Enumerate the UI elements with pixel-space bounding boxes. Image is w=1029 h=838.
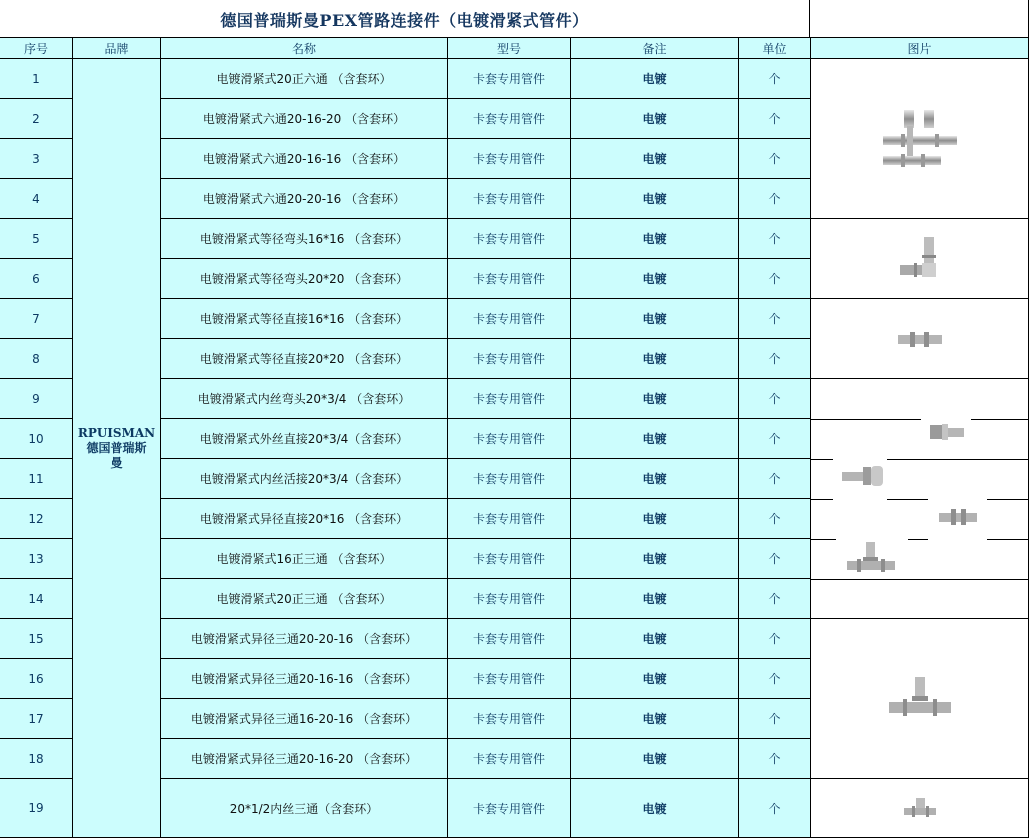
model-cell[interactable]: 卡套专用管件	[448, 299, 571, 339]
note-cell[interactable]: 电镀	[571, 619, 739, 659]
unit-cell[interactable]: 个	[739, 219, 811, 259]
unit-cell[interactable]: 个	[739, 99, 811, 139]
seq-cell[interactable]: 19	[0, 779, 73, 838]
image-cell-female-tee[interactable]	[811, 779, 1029, 838]
brand-chinese-2: 曼	[110, 455, 123, 470]
name-cell[interactable]: 电镀滑紧式六通20-20-16 （含套环）	[161, 179, 448, 219]
unit-cell[interactable]: 个	[739, 299, 811, 339]
unit-cell[interactable]: 个	[739, 779, 811, 838]
unit-cell[interactable]: 个	[739, 539, 811, 579]
name-cell[interactable]: 电镀滑紧式六通20-16-20 （含套环）	[161, 99, 448, 139]
unit-cell[interactable]: 个	[739, 619, 811, 659]
sheet-title[interactable]: 德国普瑞斯曼PEX管路连接件（电镀滑紧式管件）	[0, 0, 810, 38]
model-cell[interactable]: 卡套专用管件	[448, 499, 571, 539]
model-cell[interactable]: 卡套专用管件	[448, 139, 571, 179]
seq-cell[interactable]: 14	[0, 579, 73, 619]
female-thread-tee-icon	[902, 797, 938, 819]
model-cell[interactable]: 卡套专用管件	[448, 99, 571, 139]
note-cell[interactable]: 电镀	[571, 259, 739, 299]
seq-cell[interactable]: 7	[0, 299, 73, 339]
model-cell[interactable]: 卡套专用管件	[448, 459, 571, 499]
brand-english: RPUISMAN	[77, 425, 156, 440]
name-cell[interactable]: 电镀滑紧式20正六通 （含套环）	[161, 59, 448, 99]
name-cell[interactable]: 电镀滑紧式等径直接20*20 （含套环）	[161, 339, 448, 379]
note-cell[interactable]: 电镀	[571, 459, 739, 499]
unit-cell[interactable]: 个	[739, 139, 811, 179]
seq-cell[interactable]: 2	[0, 99, 73, 139]
seq-cell[interactable]: 13	[0, 539, 73, 579]
image-cell-reducing-tee[interactable]	[811, 619, 1029, 779]
note-cell[interactable]: 电镀	[571, 659, 739, 699]
name-cell[interactable]: 电镀滑紧式20正三通 （含套环）	[161, 579, 448, 619]
title-blank-cell[interactable]	[810, 0, 1029, 38]
seq-cell[interactable]: 4	[0, 179, 73, 219]
note-cell[interactable]: 电镀	[571, 579, 739, 619]
model-cell[interactable]: 卡套专用管件	[448, 619, 571, 659]
note-cell[interactable]: 电镀	[571, 379, 739, 419]
model-cell[interactable]: 卡套专用管件	[448, 419, 571, 459]
note-cell[interactable]: 电镀	[571, 299, 739, 339]
brand-chinese-1: 德国普瑞斯	[86, 440, 147, 455]
model-cell[interactable]: 卡套专用管件	[448, 659, 571, 699]
note-cell[interactable]: 电镀	[571, 99, 739, 139]
note-cell[interactable]: 电镀	[571, 139, 739, 179]
model-cell[interactable]: 卡套专用管件	[448, 779, 571, 838]
seq-cell[interactable]: 9	[0, 379, 73, 419]
note-cell[interactable]: 电镀	[571, 539, 739, 579]
header-seq[interactable]: 序号	[0, 38, 73, 59]
name-cell[interactable]: 电镀滑紧式异径三通20-16-20 （含套环）	[161, 739, 448, 779]
unit-cell[interactable]: 个	[739, 459, 811, 499]
name-cell[interactable]: 电镀滑紧式内丝活接20*3/4（含套环）	[161, 459, 448, 499]
seq-cell[interactable]: 18	[0, 739, 73, 779]
unit-cell[interactable]: 个	[739, 419, 811, 459]
grid-line	[811, 499, 833, 500]
seq-cell[interactable]: 6	[0, 259, 73, 299]
unit-cell[interactable]: 个	[739, 659, 811, 699]
image-cell-straight[interactable]	[811, 299, 1029, 379]
seq-cell[interactable]: 10	[0, 419, 73, 459]
grid-line	[987, 499, 1029, 500]
model-cell[interactable]: 卡套专用管件	[448, 59, 571, 99]
note-cell[interactable]: 电镀	[571, 59, 739, 99]
seq-cell[interactable]: 1	[0, 59, 73, 99]
six-way-fitting-icon	[879, 108, 961, 170]
header-image[interactable]: 图片	[811, 38, 1029, 59]
name-cell[interactable]: 电镀滑紧式异径直接20*16 （含套环）	[161, 499, 448, 539]
header-brand[interactable]: 品牌	[73, 38, 161, 59]
header-name[interactable]: 名称	[161, 38, 448, 59]
name-cell[interactable]: 电镀滑紧式等径直接16*16 （含套环）	[161, 299, 448, 339]
model-cell[interactable]: 卡套专用管件	[448, 739, 571, 779]
name-cell[interactable]: 电镀滑紧式异径三通16-20-16 （含套环）	[161, 699, 448, 739]
unit-cell[interactable]: 个	[739, 259, 811, 299]
name-cell[interactable]: 电镀滑紧式异径三通20-20-16 （含套环）	[161, 619, 448, 659]
unit-cell[interactable]: 个	[739, 339, 811, 379]
image-cell-elbow[interactable]	[811, 219, 1029, 299]
note-cell[interactable]: 电镀	[571, 699, 739, 739]
model-cell[interactable]: 卡套专用管件	[448, 379, 571, 419]
male-thread-coupling-icon	[929, 421, 965, 443]
reducing-tee-icon	[887, 676, 953, 722]
seq-cell[interactable]: 5	[0, 219, 73, 259]
unit-cell[interactable]: 个	[739, 59, 811, 99]
unit-cell[interactable]: 个	[739, 379, 811, 419]
name-cell[interactable]: 电镀滑紧式内丝弯头20*3/4 （含套环）	[161, 379, 448, 419]
unit-cell[interactable]: 个	[739, 179, 811, 219]
name-cell[interactable]: 20*1/2内丝三通（含套环）	[161, 779, 448, 838]
name-cell[interactable]: 电镀滑紧式等径弯头16*16 （含套环）	[161, 219, 448, 259]
reducing-coupling-icon	[937, 507, 979, 527]
brand-cell[interactable]	[73, 59, 161, 838]
model-cell[interactable]: 卡套专用管件	[448, 219, 571, 259]
name-cell[interactable]: 电镀滑紧式六通20-16-16 （含套环）	[161, 139, 448, 179]
seq-cell[interactable]: 11	[0, 459, 73, 499]
name-cell[interactable]: 电镀滑紧式16正三通 （含套环）	[161, 539, 448, 579]
header-model[interactable]: 型号	[448, 38, 571, 59]
header-unit[interactable]: 单位	[739, 38, 811, 59]
model-cell[interactable]: 卡套专用管件	[448, 539, 571, 579]
note-cell[interactable]: 电镀	[571, 779, 739, 838]
image-cell-blank-14[interactable]	[811, 579, 1029, 619]
seq-cell[interactable]: 16	[0, 659, 73, 699]
seq-cell[interactable]: 15	[0, 619, 73, 659]
grid-line	[987, 539, 1029, 540]
unit-cell[interactable]: 个	[739, 579, 811, 619]
image-cell-threaded-group[interactable]	[811, 379, 1029, 579]
straight-coupling-icon	[896, 329, 944, 349]
name-cell[interactable]: 电镀滑紧式异径三通20-16-16 （含套环）	[161, 659, 448, 699]
note-cell[interactable]: 电镀	[571, 339, 739, 379]
note-cell[interactable]: 电镀	[571, 419, 739, 459]
grid-line	[887, 499, 928, 500]
unit-cell[interactable]: 个	[739, 699, 811, 739]
image-cell-six-way[interactable]	[811, 59, 1029, 219]
model-cell[interactable]: 卡套专用管件	[448, 579, 571, 619]
model-cell[interactable]: 卡套专用管件	[448, 339, 571, 379]
note-cell[interactable]: 电镀	[571, 499, 739, 539]
header-note[interactable]: 备注	[571, 38, 739, 59]
model-cell[interactable]: 卡套专用管件	[448, 699, 571, 739]
unit-cell[interactable]: 个	[739, 499, 811, 539]
seq-cell[interactable]: 8	[0, 339, 73, 379]
tee-fitting-icon	[845, 541, 897, 577]
union-fitting-icon	[841, 463, 885, 489]
name-cell[interactable]: 电镀滑紧式等径弯头20*20 （含套环）	[161, 259, 448, 299]
grid-line	[887, 459, 1029, 460]
seq-cell[interactable]: 12	[0, 499, 73, 539]
note-cell[interactable]: 电镀	[571, 739, 739, 779]
model-cell[interactable]: 卡套专用管件	[448, 179, 571, 219]
note-cell[interactable]: 电镀	[571, 179, 739, 219]
grid-line	[811, 539, 836, 540]
unit-cell[interactable]: 个	[739, 739, 811, 779]
grid-line	[908, 539, 928, 540]
grid-line	[971, 419, 1029, 420]
seq-cell[interactable]: 17	[0, 699, 73, 739]
seq-cell[interactable]: 3	[0, 139, 73, 179]
note-cell[interactable]: 电镀	[571, 219, 739, 259]
grid-line	[811, 459, 833, 460]
model-cell[interactable]: 卡套专用管件	[448, 259, 571, 299]
elbow-fitting-icon	[898, 235, 942, 283]
name-cell[interactable]: 电镀滑紧式外丝直接20*3/4（含套环）	[161, 419, 448, 459]
grid-line	[811, 419, 921, 420]
